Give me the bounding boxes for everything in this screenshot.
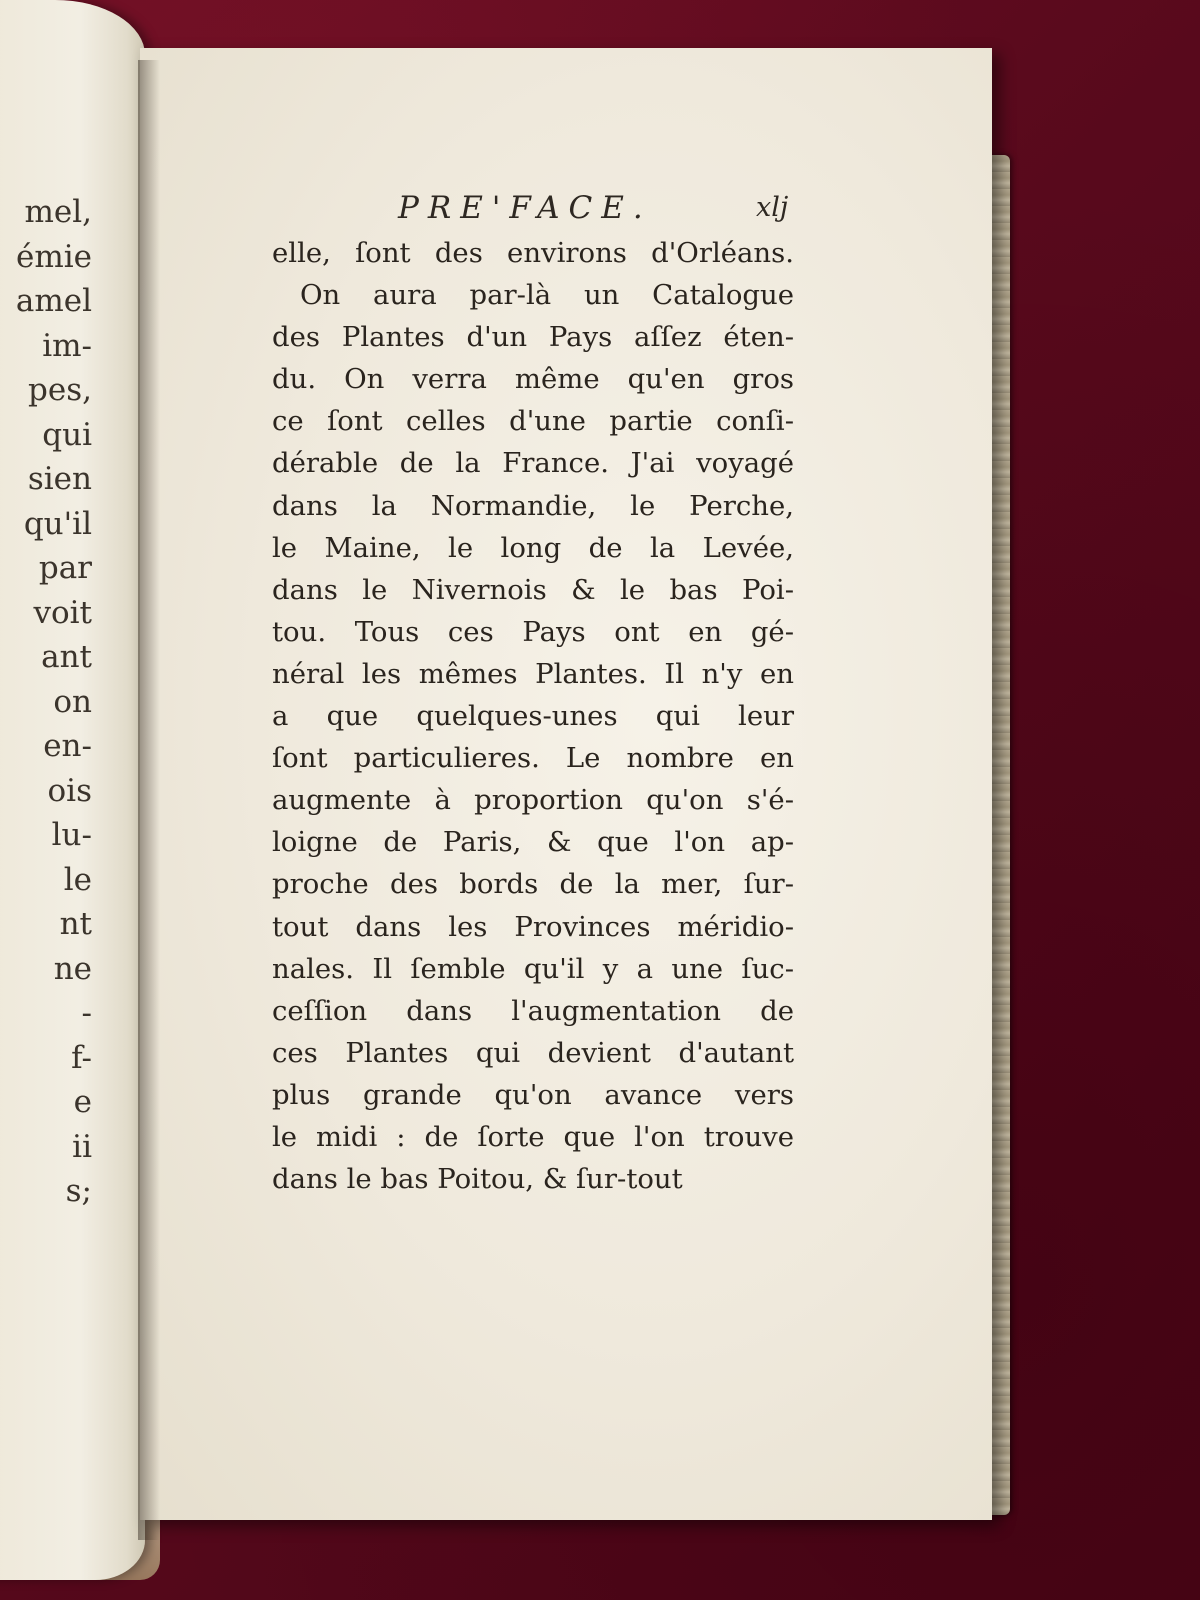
text-line: elle, ſont des environs d'Orléans. <box>272 237 794 269</box>
left-page-line: ii <box>72 1128 92 1165</box>
left-page-line: le <box>63 861 92 898</box>
text-line: plus grande qu'on avance vers <box>272 1078 794 1111</box>
text-line: ſont particulieres. Le nombre en <box>272 742 794 775</box>
text-line: néral les mêmes Plantes. Il n'y en <box>272 657 794 690</box>
left-page-line: s; <box>65 1173 92 1209</box>
left-page-line: im- <box>42 327 92 364</box>
text-line: On aura par-là un Catalogue <box>300 279 794 312</box>
left-page-line: qu'il <box>23 505 92 542</box>
page-number: xlj <box>756 192 789 223</box>
text-line: nales. Il ſemble qu'il y a une ſuc- <box>272 952 794 985</box>
left-page-line: en- <box>43 728 92 764</box>
body-text <box>272 232 794 1200</box>
text-line: dérable de la France. J'ai voyagé <box>272 447 794 480</box>
left-page-line: e <box>73 1084 92 1120</box>
left-page-line: lu- <box>51 817 92 853</box>
text-line: proche des bords de la mer, ſur- <box>272 868 794 901</box>
text-line: tout dans les Provinces méridio- <box>272 910 794 943</box>
text-line: dans la Normandie, le Perche, <box>272 489 794 522</box>
text-line: des Plantes d'un Pays aſſez éten- <box>272 321 794 354</box>
left-page-line: mel, <box>24 194 92 230</box>
left-page-line: ois <box>47 772 92 809</box>
text-line: le Maine, le long de la Levée, <box>272 531 794 564</box>
left-page-line: voit <box>33 594 92 631</box>
text-line: augmente à proportion qu'on s'é- <box>272 784 794 817</box>
text-line: loigne de Paris, & que l'on ap- <box>272 826 794 859</box>
running-head: PRE'FACE. <box>398 190 652 226</box>
text-line: le midi : de ſorte que l'on trouve <box>272 1120 794 1153</box>
text-line: dans le bas Poitou, & ſur-tout <box>272 1163 683 1196</box>
left-page-line: nt <box>59 906 92 942</box>
left-page <box>0 0 145 1580</box>
left-page-line: sien <box>27 461 92 497</box>
text-line: a que quelques-unes qui leur <box>272 700 794 733</box>
left-page-line: par <box>38 550 92 586</box>
text-line: ceſſion dans l'augmentation de <box>272 994 794 1027</box>
left-page-line: - <box>81 995 92 1031</box>
left-page-line: ant <box>41 639 92 675</box>
left-page-line: ne <box>53 950 92 987</box>
text-line: du. On verra même qu'en gros <box>272 363 794 396</box>
text-line: ces Plantes qui devient d'autant <box>272 1036 794 1069</box>
text-line: ce ſont celles d'une partie conſi- <box>272 405 794 438</box>
page-gutter-shadow <box>138 60 160 1540</box>
text-line: tou. Tous ces Pays ont en gé- <box>272 615 794 648</box>
left-page-line: on <box>53 683 92 720</box>
left-page-line: amel <box>15 283 92 319</box>
left-page-line: pes, <box>28 372 92 408</box>
left-page-line: f- <box>71 1039 92 1076</box>
left-page-text <box>0 190 92 1214</box>
left-page-line: émie <box>15 238 92 275</box>
left-page-line: qui <box>42 416 92 453</box>
text-line: dans le Nivernois & le bas Poi- <box>272 573 794 606</box>
